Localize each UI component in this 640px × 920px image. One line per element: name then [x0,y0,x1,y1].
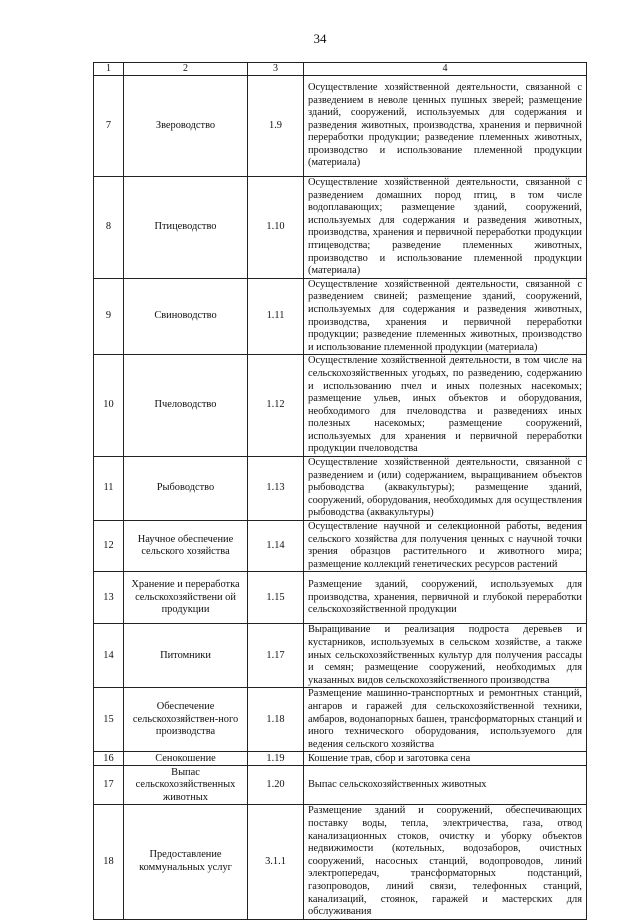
use-type-description: Осуществление хозяйственной деятельности, связанной с разведением свиней; размещение зданий, сооружений, используемых для содержания и разведения животных, производства, хранения и первичной переработки продукции; разведение племенных животных, производство и использование племенной продукции (материала) [304,278,587,355]
use-type-description: Осуществление хозяйственной деятельности, связанной с разведением и (или) содержанием, выращиванием объектов рыбоводства (аквакультуры); размещение зданий, сооружений, оборудования, необходимых для осуществления рыбоводства (аквакультуры) [304,457,587,521]
use-type-code: 1.10 [248,177,304,279]
row-number: 16 [94,752,124,766]
use-type-description: Осуществление хозяйственной деятельности, связанной с разведением в неволе ценных пушных зверей; размещение зданий, сооружений, используемых для содержания и разведения животных, производства, хранения и первичной переработки продукции; разведение племенных животных, производство и использование племенной продукции (материала) [304,76,587,177]
table-row [94,688,587,752]
use-type-name: Сенокошение [124,752,248,766]
row-number: 18 [94,805,124,919]
row-number: 13 [94,572,124,624]
use-type-code: 1.14 [248,521,304,572]
row-number: 9 [94,278,124,355]
use-type-description: Выращивание и реализация подроста деревьев и кустарников, используемых в сельском хозяйстве, а также иных сельскохозяйственных культур для получения рассады и семян; размещение сооружений, необходимых для указанных видов сельскохозяйственного производства [304,624,587,688]
use-type-description: Осуществление хозяйственной деятельности, связанной с разведением домашних пород птиц, в том числе водоплавающих; размещение зданий, сооружений, используемых для содержания и разведения животных, производства, хранения и первичной переработки продукции птицеводства; разведение племенных животных, производство и использование племенной продукции (материала) [304,177,587,279]
use-type-description: Выпас сельскохозяйственных животных [304,766,587,805]
header-col-2: 2 [124,63,248,76]
use-type-code: 1.20 [248,766,304,805]
table-row [94,766,587,805]
table-row [94,752,587,766]
use-type-name: Научное обеспечение сельского хозяйства [124,521,248,572]
row-number: 17 [94,766,124,805]
land-use-table [93,62,587,920]
use-type-description: Размещение машинно-транспортных и ремонтных станций, ангаров и гаражей для сельскохозяйственной техники, амбаров, водонапорных башен, трансформаторных станций и иного технического оборудования, используемого для ведения сельского хозяйства [304,688,587,752]
use-type-name: Обеспечение сельскохозяйствен-ного производства [124,688,248,752]
table-row [94,278,587,355]
use-type-name: Хранение и переработка сельскохозяйствени ой продукции [124,572,248,624]
use-type-code: 1.9 [248,76,304,177]
use-type-name: Свиноводство [124,278,248,355]
row-number: 11 [94,457,124,521]
row-number: 12 [94,521,124,572]
row-number: 10 [94,355,124,457]
use-type-name: Птицеводство [124,177,248,279]
use-type-description: Размещение зданий и сооружений, обеспечивающих поставку воды, тепла, электричества, газа, отвод канализационных стоков, очистку и уборку объектов недвижимости (котельных, водозаборов, очистных сооружений, насосных станций, водопроводов, линий электропередач, трансформаторных подстанций, газопроводов, линий связи, телефонных станций, канализаций, стоянок, гаражей и мастерских для обслуживания [304,805,587,919]
header-col-3: 3 [248,63,304,76]
use-type-name: Звероводство [124,76,248,177]
use-type-name: Рыбоводство [124,457,248,521]
table-row [94,521,587,572]
use-type-description: Кошение трав, сбор и заготовка сена [304,752,587,766]
use-type-name: Питомники [124,624,248,688]
page-number: 34 [313,31,327,46]
use-type-code: 1.12 [248,355,304,457]
use-type-code: 3.1.1 [248,805,304,919]
use-type-code: 1.17 [248,624,304,688]
use-type-description: Осуществление научной и селекционной работы, ведения сельского хозяйства для получения ценных с научной точки зрения образцов растительного и животного мира; размещение коллекций генетических ресурсов растений [304,521,587,572]
use-type-code: 1.19 [248,752,304,766]
use-type-name: Выпас сельскохозяйственных животных [124,766,248,805]
use-type-code: 1.15 [248,572,304,624]
table-header-row [94,63,587,76]
use-type-code: 1.18 [248,688,304,752]
table-row [94,457,587,521]
use-type-name: Предоставление коммунальных услуг [124,805,248,919]
table-row [94,624,587,688]
use-type-code: 1.13 [248,457,304,521]
table-row [94,177,587,279]
table-row [94,572,587,624]
row-number: 8 [94,177,124,279]
row-number: 15 [94,688,124,752]
table-row [94,355,587,457]
header-col-1: 1 [94,63,124,76]
use-type-description: Размещение зданий, сооружений, используемых для производства, хранения, первичной и глубокой переработки сельскохозяйственной продукции [304,572,587,624]
table-row [94,805,587,919]
row-number: 14 [94,624,124,688]
use-type-code: 1.11 [248,278,304,355]
use-type-name: Пчеловодство [124,355,248,457]
table-row [94,76,587,177]
use-type-description: Осуществление хозяйственной деятельности, в том числе на сельскохозяйственных угодьях, по разведению, содержанию и использованию пчел и иных полезных насекомых; размещение ульев, иных объектов и оборудования, необходимого для пчеловодства и разведениях иных полезных насекомых; размещение сооружений, используемых для хранения и первичной переработки продукции пчеловодства [304,355,587,457]
row-number: 7 [94,76,124,177]
header-col-4: 4 [304,63,587,76]
